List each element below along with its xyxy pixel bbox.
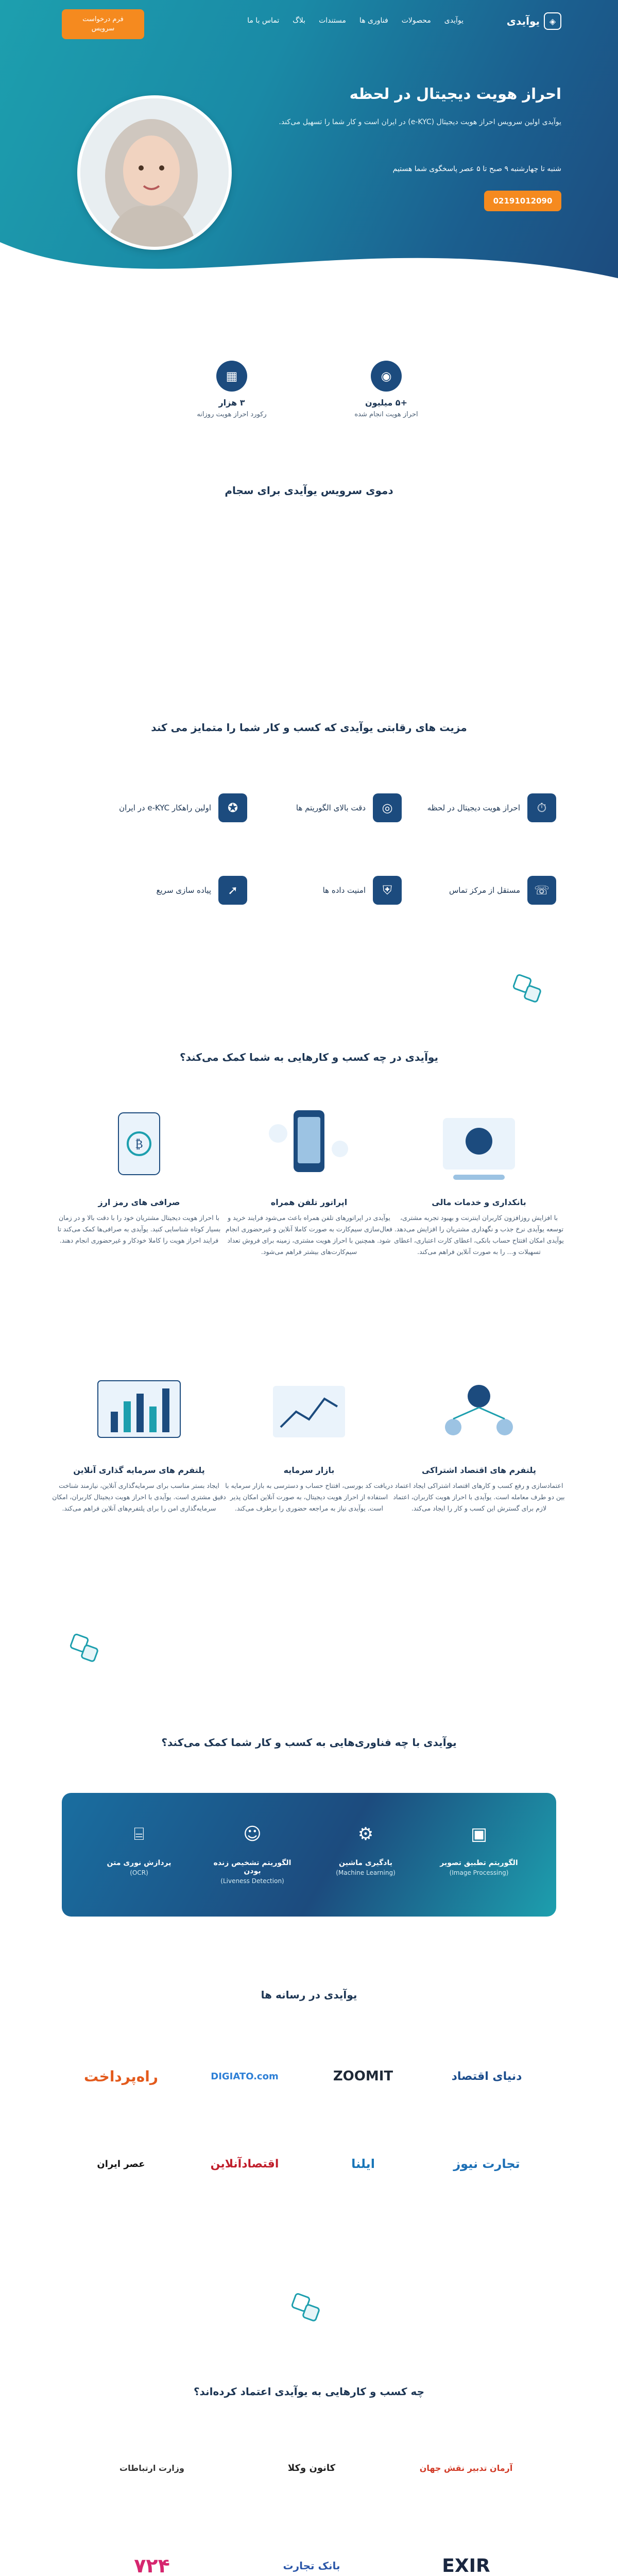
decorative-squares-icon	[512, 974, 543, 1005]
chart-icon: ▦	[216, 361, 247, 392]
features-title: مزیت های رقابتی یوآیدی که کسب و کار شما را متمایز می کند	[151, 721, 467, 734]
client-logo[interactable]: بانک تجارت	[283, 2560, 340, 2572]
tech-name: الگوریتم تشخیص زنده بودن	[213, 1859, 291, 1875]
nav-item-products[interactable]: محصولات	[401, 16, 431, 25]
client-logo[interactable]: کانون وکلا	[287, 2462, 336, 2473]
tech-item	[319, 1824, 412, 1876]
media-title: یوآیدی در رسانه ها	[261, 1989, 357, 2001]
banking-illustration-icon	[422, 1103, 536, 1190]
media-logo[interactable]: DIGIATO.com	[211, 2071, 279, 2082]
tech-name: الگوریتم تطبیق تصویر	[440, 1859, 518, 1867]
nav-item-tech[interactable]: فناوری ها	[359, 16, 388, 25]
nav-links	[247, 16, 464, 25]
sharing-economy-illustration-icon	[422, 1370, 536, 1458]
tech-name: پردازش نوری متن	[107, 1859, 171, 1867]
svg-text:₿: ₿	[135, 1138, 143, 1151]
tech-item	[206, 1824, 299, 1885]
liveness-icon: ☺	[243, 1824, 262, 1844]
usecase-title: بازار سرمایه	[283, 1465, 335, 1475]
hero-title: احراز هویت دیجیتال در لحظه	[349, 85, 561, 103]
tech-item	[93, 1824, 185, 1876]
trust-title: چه کسب و کارهایی به یوآیدی اعتماد کرده‌اند؟	[193, 2385, 425, 2398]
usecase-desc: با احراز هویت دیجیتال مشتریان خود را با دقت بالا و در زمان بسیار کوتاه شناسایی کنید. یوآیدی به صرافی‌ها کمک می‌کند تا فرایند احراز هویت را کاملا خودکار و غیرحضوری انجام دهند.	[57, 1214, 221, 1244]
decorative-squares-icon	[70, 1633, 100, 1664]
usecase-card	[221, 1103, 397, 1258]
media-logo[interactable]: ایلنا	[351, 2157, 375, 2171]
machine-learning-icon: ⚙	[357, 1824, 374, 1844]
feature-item	[62, 783, 247, 833]
usecase-desc: اعتمادسازی و رفع کسب و کارهای اقتصاد اشتراکی ایجاد اعتماد بین دو طرف معامله است. یوآیدی با احراز هویت کاربران، اعتماد لازم برای گسترش این کسب و کار را ایجاد می‌کند.	[393, 1482, 565, 1512]
request-btn-line1: فرم درخواست	[82, 15, 124, 23]
request-service-button[interactable]	[62, 9, 144, 39]
usecases-title: یوآیدی در چه کسب و کارهایی به شما کمک می‌کند؟	[180, 1051, 438, 1063]
usecase-card	[391, 1103, 566, 1258]
nav-item-home[interactable]: یوآیدی	[444, 16, 464, 25]
tech-item	[433, 1824, 525, 1876]
feature-label: امنیت داده ها	[322, 886, 366, 895]
feature-label: مستقل از مرکز تماس	[449, 886, 520, 895]
client-logo[interactable]: وزارت ارتباطات	[119, 2463, 184, 2473]
tech-name-en: (OCR)	[130, 1869, 148, 1876]
tech-name-en: (Liveness Detection)	[220, 1877, 284, 1885]
stat-card	[165, 361, 299, 418]
usecase-desc: ایجاد بستر مناسب برای سرمایه‌گذاری آنلاین، نیازمند شناخت دقیق مشتری است. یوآیدی با احراز هویت دیجیتال کاربران، امکان سرمایه‌گذاری امن را برای پلتفرم‌های آنلاین فراهم می‌کند.	[52, 1482, 226, 1512]
decorative-squares-icon	[291, 2293, 322, 2324]
feature-label: احراز هویت دیجیتال در لحظه	[427, 803, 520, 812]
hero-phone-button[interactable]: 02191012090	[484, 191, 561, 211]
shield-icon: ⛨	[373, 876, 402, 905]
feature-label: پیاده سازی سریع	[156, 886, 211, 895]
usecase-desc: با افزایش روزافزون کاربران اینترنت و بهبود تجربه مشتری، توسعه یوآیدی نرخ جذب و نگهداری مشتریان را افزایش می‌دهد. یوآیدی امکان افتتاح حساب بانکی، اعطای کارت اعتباری، اعطای تسهیلات و... را به صورت آنلاین فراهم می‌کند.	[394, 1214, 564, 1256]
usecase-card	[52, 1103, 227, 1246]
media-logo[interactable]: عصر ایران	[97, 2158, 145, 2170]
usecase-card	[221, 1370, 397, 1514]
hero-wave	[0, 222, 618, 314]
hero-hours: شنبه تا چهارشنبه ۹ صبح تا ۵ عصر پاسخگوی شما هستیم	[392, 165, 561, 173]
tech-name-en: (Image Processing)	[449, 1869, 509, 1876]
usecase-title: پلتفرم های سرمایه گذاری آنلاین	[73, 1465, 205, 1475]
mobile-operator-illustration-icon	[252, 1103, 366, 1190]
client-logo[interactable]: آرمان تدبیر نقش جهان	[419, 2463, 513, 2473]
ocr-icon: ⌸	[133, 1824, 145, 1844]
usecase-desc: دریافت کد بورسی، افتتاح حساب و دسترسی به بازار سرمایه با استفاده از احراز هویت دیجیتال، به صورت آنلاین امکان پذیر است. یوآیدی نیاز به مراجعه حضوری را برطرف می‌کند.	[225, 1482, 393, 1512]
award-icon: ✪	[218, 793, 247, 822]
usecase-card	[52, 1370, 227, 1514]
nav-item-docs[interactable]: مستندات	[319, 16, 346, 25]
usecase-desc: یوآیدی در اپراتورهای تلفن همراه باعث می‌شود فرایند خرید و فعال‌سازی سیم‌کارت به صورت کاملا آنلاین و غیرحضوری انجام شود. همچنین با احراز هویت مشتری، زمینه برای فروش تعداد سیم‌کارت‌های بیشتر فراهم می‌شود.	[226, 1214, 392, 1256]
usecase-title: صرافی های رمز ارز	[98, 1197, 180, 1207]
usecase-title: بانکداری و خدمات مالی	[432, 1197, 526, 1207]
tech-name-en: (Machine Learning)	[336, 1869, 396, 1876]
stat-label: رکورد احراز هویت روزانه	[197, 411, 267, 418]
hero-description: یوآیدی اولین سرویس احراز هویت دیجیتال (e-KYC) در ایران است و کار شما را تسهیل می‌کند.	[279, 118, 561, 126]
fingerprint-icon: ◉	[371, 361, 402, 392]
crypto-exchange-illustration-icon	[82, 1103, 196, 1190]
logo-icon: ◈	[544, 12, 561, 30]
media-logo[interactable]: تجارت نیوز	[453, 2157, 520, 2171]
logo[interactable]: ◈ یوآیدی	[507, 12, 561, 30]
nav-item-contact[interactable]: تماس با ما	[247, 16, 280, 25]
media-logo[interactable]: ZOOMIT	[333, 2069, 393, 2084]
target-icon: ◎	[373, 793, 402, 822]
stat-label: احراز هویت انجام شده	[354, 411, 418, 418]
stat-value: ۳ هزار	[218, 398, 245, 408]
investment-illustration-icon	[82, 1370, 196, 1458]
stat-card	[319, 361, 453, 418]
media-logo[interactable]: اقتصادآنلاین	[210, 2157, 279, 2171]
feature-item	[62, 866, 247, 915]
media-logo[interactable]: راه‌پرداخت	[84, 2067, 158, 2085]
feature-label: اولین راهکار e-KYC در ایران	[119, 803, 211, 812]
media-logo[interactable]: دنیای اقتصاد	[451, 2070, 522, 2083]
phone-off-icon: ☏	[527, 876, 556, 905]
capital-market-illustration-icon	[252, 1370, 366, 1458]
tech-band	[62, 1793, 556, 1917]
usecase-title: اپراتور تلفن همراه	[270, 1197, 348, 1207]
nav-item-blog[interactable]: بلاگ	[293, 16, 306, 25]
tech-name: یادگیری ماشین	[339, 1859, 392, 1867]
client-logo[interactable]: EXIR	[442, 2555, 490, 2576]
tech-title: یوآیدی با چه فناوری‌هایی به کسب و کار شما کمک می‌کند؟	[161, 1736, 457, 1749]
rocket-icon: ➚	[218, 876, 247, 905]
request-btn-line2: سرویس	[91, 25, 115, 32]
woman-portrait-icon	[77, 98, 229, 250]
video-title: دموی سرویس یوآیدی برای سجام	[225, 484, 393, 497]
usecase-card	[391, 1370, 566, 1514]
client-logo[interactable]: ۷۲۴	[134, 2554, 170, 2576]
feature-label: دقت بالای الگوریتم ها	[296, 803, 366, 812]
hero-avatar	[77, 95, 232, 250]
stat-value: +۵ میلیون	[365, 398, 407, 408]
image-processing-icon: ▣	[470, 1824, 488, 1844]
clock-icon: ⏱	[527, 793, 556, 822]
usecase-title: پلتفرم های اقتصاد اشتراکی	[422, 1465, 536, 1475]
